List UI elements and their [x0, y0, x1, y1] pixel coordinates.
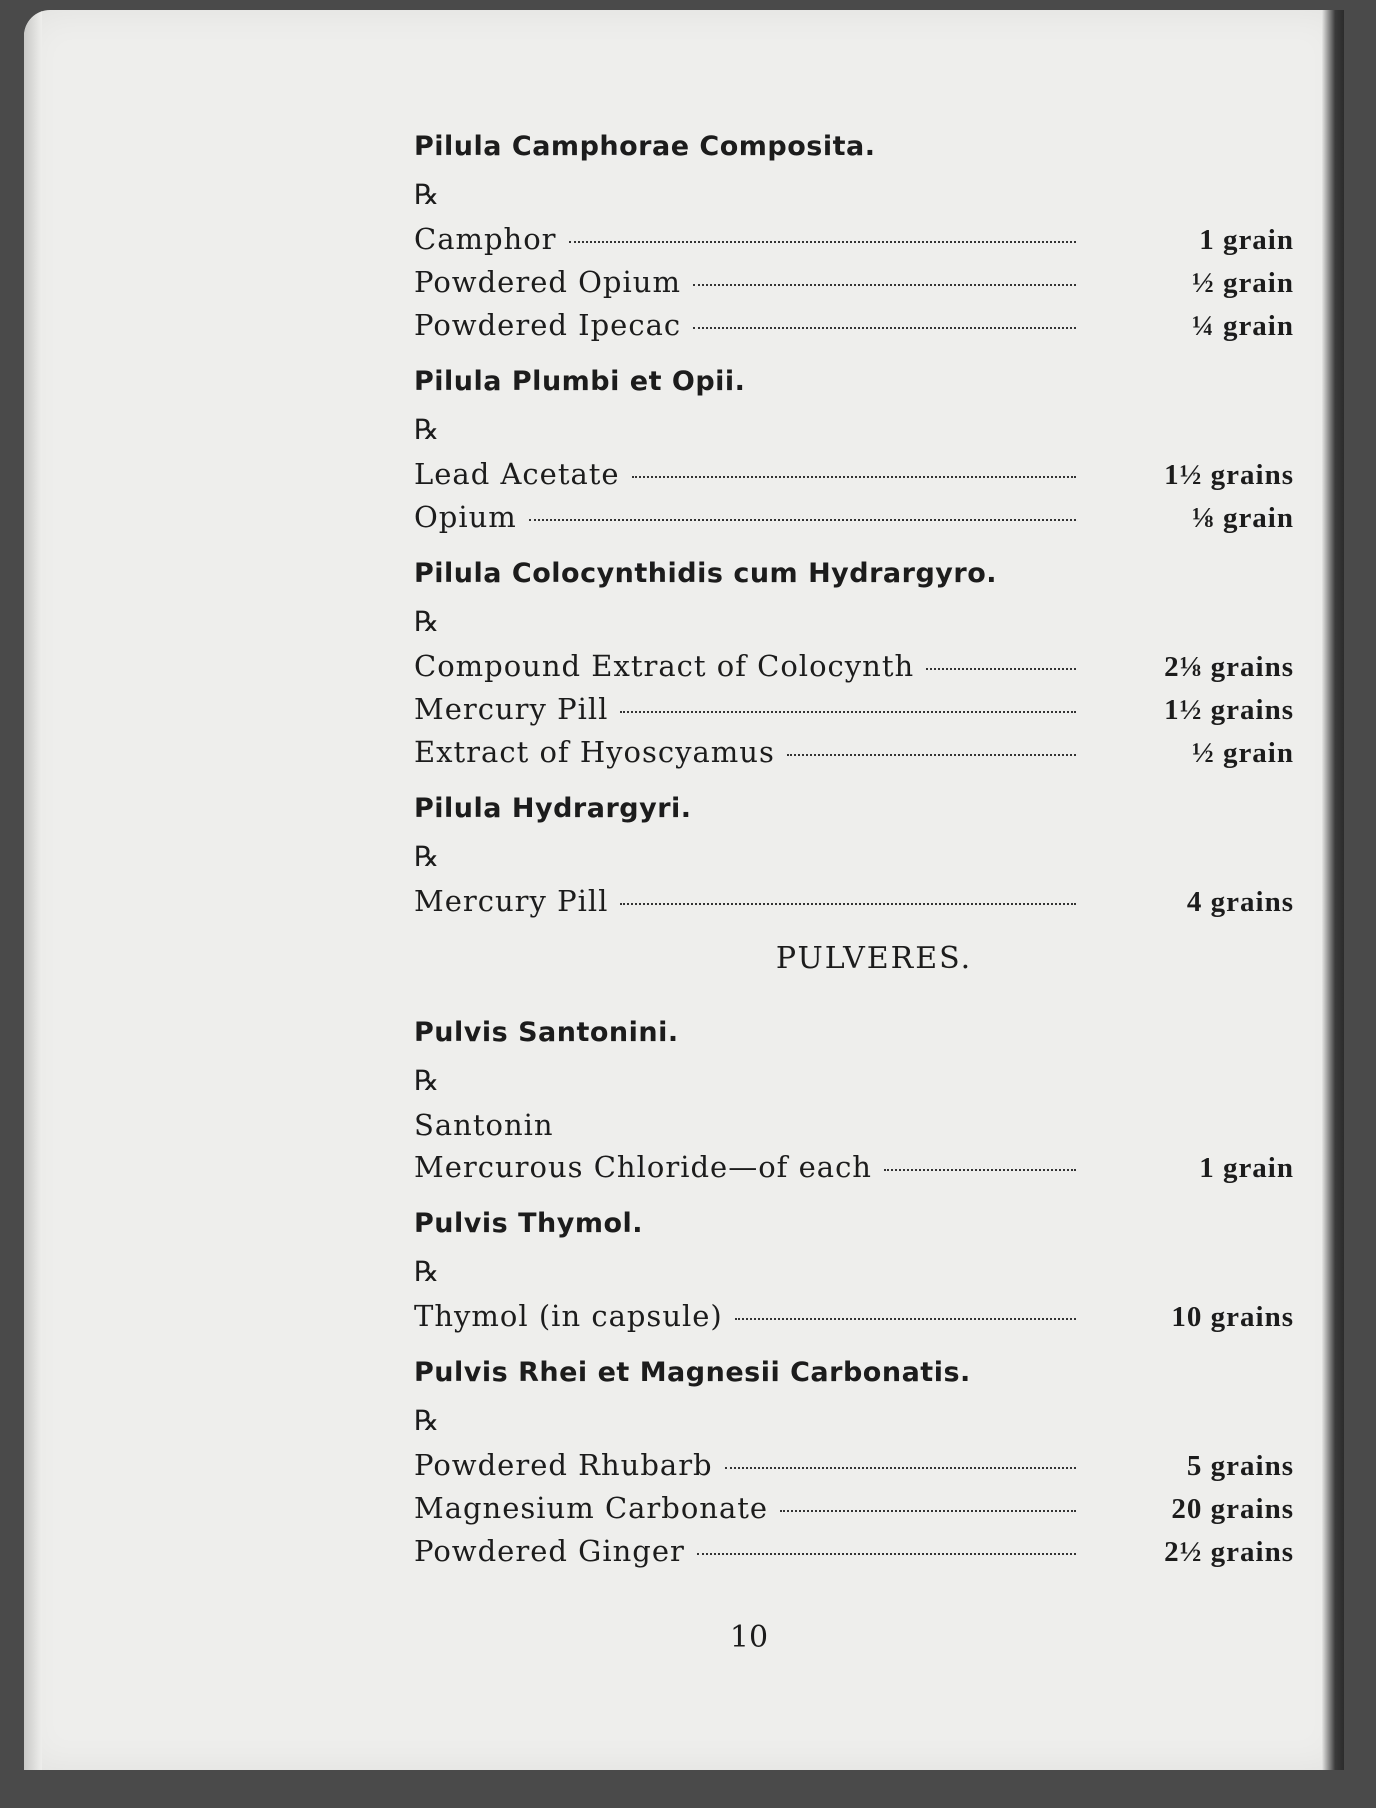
ingredient-dose: 10 grains — [1171, 1301, 1294, 1333]
ingredient-row — [414, 1295, 1294, 1338]
ingredient-row — [414, 304, 1294, 347]
ingredient-row — [414, 880, 1294, 923]
ingredient-dose: 1½ grains — [1164, 459, 1294, 491]
ingredient-name: Compound Extract of Colocynth — [414, 649, 915, 683]
rx-symbol: ℞ — [414, 1404, 440, 1437]
ingredient-row — [414, 218, 1294, 261]
dot-leader — [693, 327, 1076, 329]
formula-heading: Pulvis Rhei et Magnesii Carbonatis. — [414, 1357, 971, 1388]
ingredient-name: Mercurous Chloride—of each — [414, 1150, 872, 1184]
ingredient-dose: ⅛ grain — [1191, 502, 1294, 534]
dot-leader — [569, 241, 1076, 243]
rx-symbol: ℞ — [414, 1255, 440, 1288]
ingredient-dose: 5 grains — [1186, 1450, 1294, 1482]
formula-heading: Pilula Colocynthidis cum Hydrargyro. — [414, 558, 998, 589]
formula-pilula-colocynthidis — [414, 557, 1294, 774]
page-content — [414, 130, 1294, 1591]
ingredient-row — [414, 1104, 1294, 1146]
ingredient-name: Powdered Opium — [414, 265, 681, 299]
dot-leader — [884, 1169, 1076, 1171]
ingredient-dose: 1 grain — [1199, 1152, 1294, 1184]
ingredient-row — [414, 1487, 1294, 1530]
rx-symbol: ℞ — [414, 1064, 440, 1097]
formula-pulvis-rhei — [414, 1356, 1294, 1573]
ingredient-row — [414, 453, 1294, 496]
ingredient-name: Thymol (in capsule) — [414, 1299, 723, 1333]
dot-leader — [725, 1467, 1076, 1469]
page-number: 10 — [729, 1620, 769, 1655]
dot-leader — [620, 711, 1076, 713]
ingredient-name: Opium — [414, 500, 517, 534]
formula-heading: Pulvis Santonini. — [414, 1017, 679, 1048]
dot-leader — [529, 519, 1076, 521]
rx-symbol: ℞ — [414, 840, 440, 873]
formula-heading: Pilula Camphorae Composita. — [414, 131, 876, 162]
ingredient-dose: ¼ grain — [1191, 310, 1294, 342]
ingredient-row — [414, 1146, 1294, 1189]
ingredient-dose: 2½ grains — [1164, 1536, 1294, 1568]
formula-heading: Pilula Hydrargyri. — [414, 793, 692, 824]
formula-pulvis-thymol — [414, 1207, 1294, 1338]
ingredient-row — [414, 261, 1294, 304]
ingredient-name: Powdered Ginger — [414, 1534, 685, 1568]
ingredient-name: Magnesium Carbonate — [414, 1491, 769, 1525]
ingredient-dose: 2⅛ grains — [1164, 651, 1294, 683]
ingredient-row — [414, 1444, 1294, 1487]
ingredient-name: Camphor — [414, 222, 557, 256]
ingredient-row — [414, 645, 1294, 688]
dot-leader — [620, 903, 1076, 905]
ingredient-name: Lead Acetate — [414, 457, 620, 491]
ingredient-name: Mercury Pill — [414, 692, 609, 726]
dot-leader — [735, 1318, 1076, 1320]
book-page — [24, 10, 1344, 1770]
ingredient-name: Santonin — [414, 1108, 554, 1142]
ingredient-dose: 1 grain — [1199, 224, 1294, 256]
ingredient-dose: 4 grains — [1186, 886, 1294, 918]
formula-heading: Pulvis Thymol. — [414, 1208, 644, 1239]
dot-leader — [780, 1510, 1076, 1512]
dot-leader — [926, 668, 1076, 670]
formula-pilula-camphorae — [414, 130, 1294, 347]
ingredient-dose: ½ grain — [1191, 267, 1294, 299]
formula-pilula-plumbi — [414, 365, 1294, 539]
ingredient-row — [414, 1530, 1294, 1573]
ingredient-name: Extract of Hyoscyamus — [414, 735, 775, 769]
ingredient-row — [414, 688, 1294, 731]
dot-leader — [693, 284, 1076, 286]
ingredient-dose: 20 grains — [1171, 1493, 1294, 1525]
formula-pulvis-santonini — [414, 1016, 1294, 1189]
section-title: PULVERES. — [775, 941, 973, 976]
formula-pilula-hydrargyri — [414, 792, 1294, 923]
rx-symbol: ℞ — [414, 178, 440, 211]
ingredient-dose: ½ grain — [1191, 737, 1294, 769]
ingredient-dose: 1½ grains — [1164, 694, 1294, 726]
ingredient-name: Powdered Rhubarb — [414, 1448, 713, 1482]
rx-symbol: ℞ — [414, 605, 440, 638]
ingredient-name: Mercury Pill — [414, 884, 609, 918]
rx-symbol: ℞ — [414, 413, 440, 446]
formula-heading: Pilula Plumbi et Opii. — [414, 366, 746, 397]
dot-leader — [632, 476, 1076, 478]
dot-leader — [787, 754, 1076, 756]
ingredient-row — [414, 731, 1294, 774]
ingredient-name: Powdered Ipecac — [414, 308, 682, 342]
dot-leader — [697, 1553, 1076, 1555]
ingredient-row — [414, 496, 1294, 539]
